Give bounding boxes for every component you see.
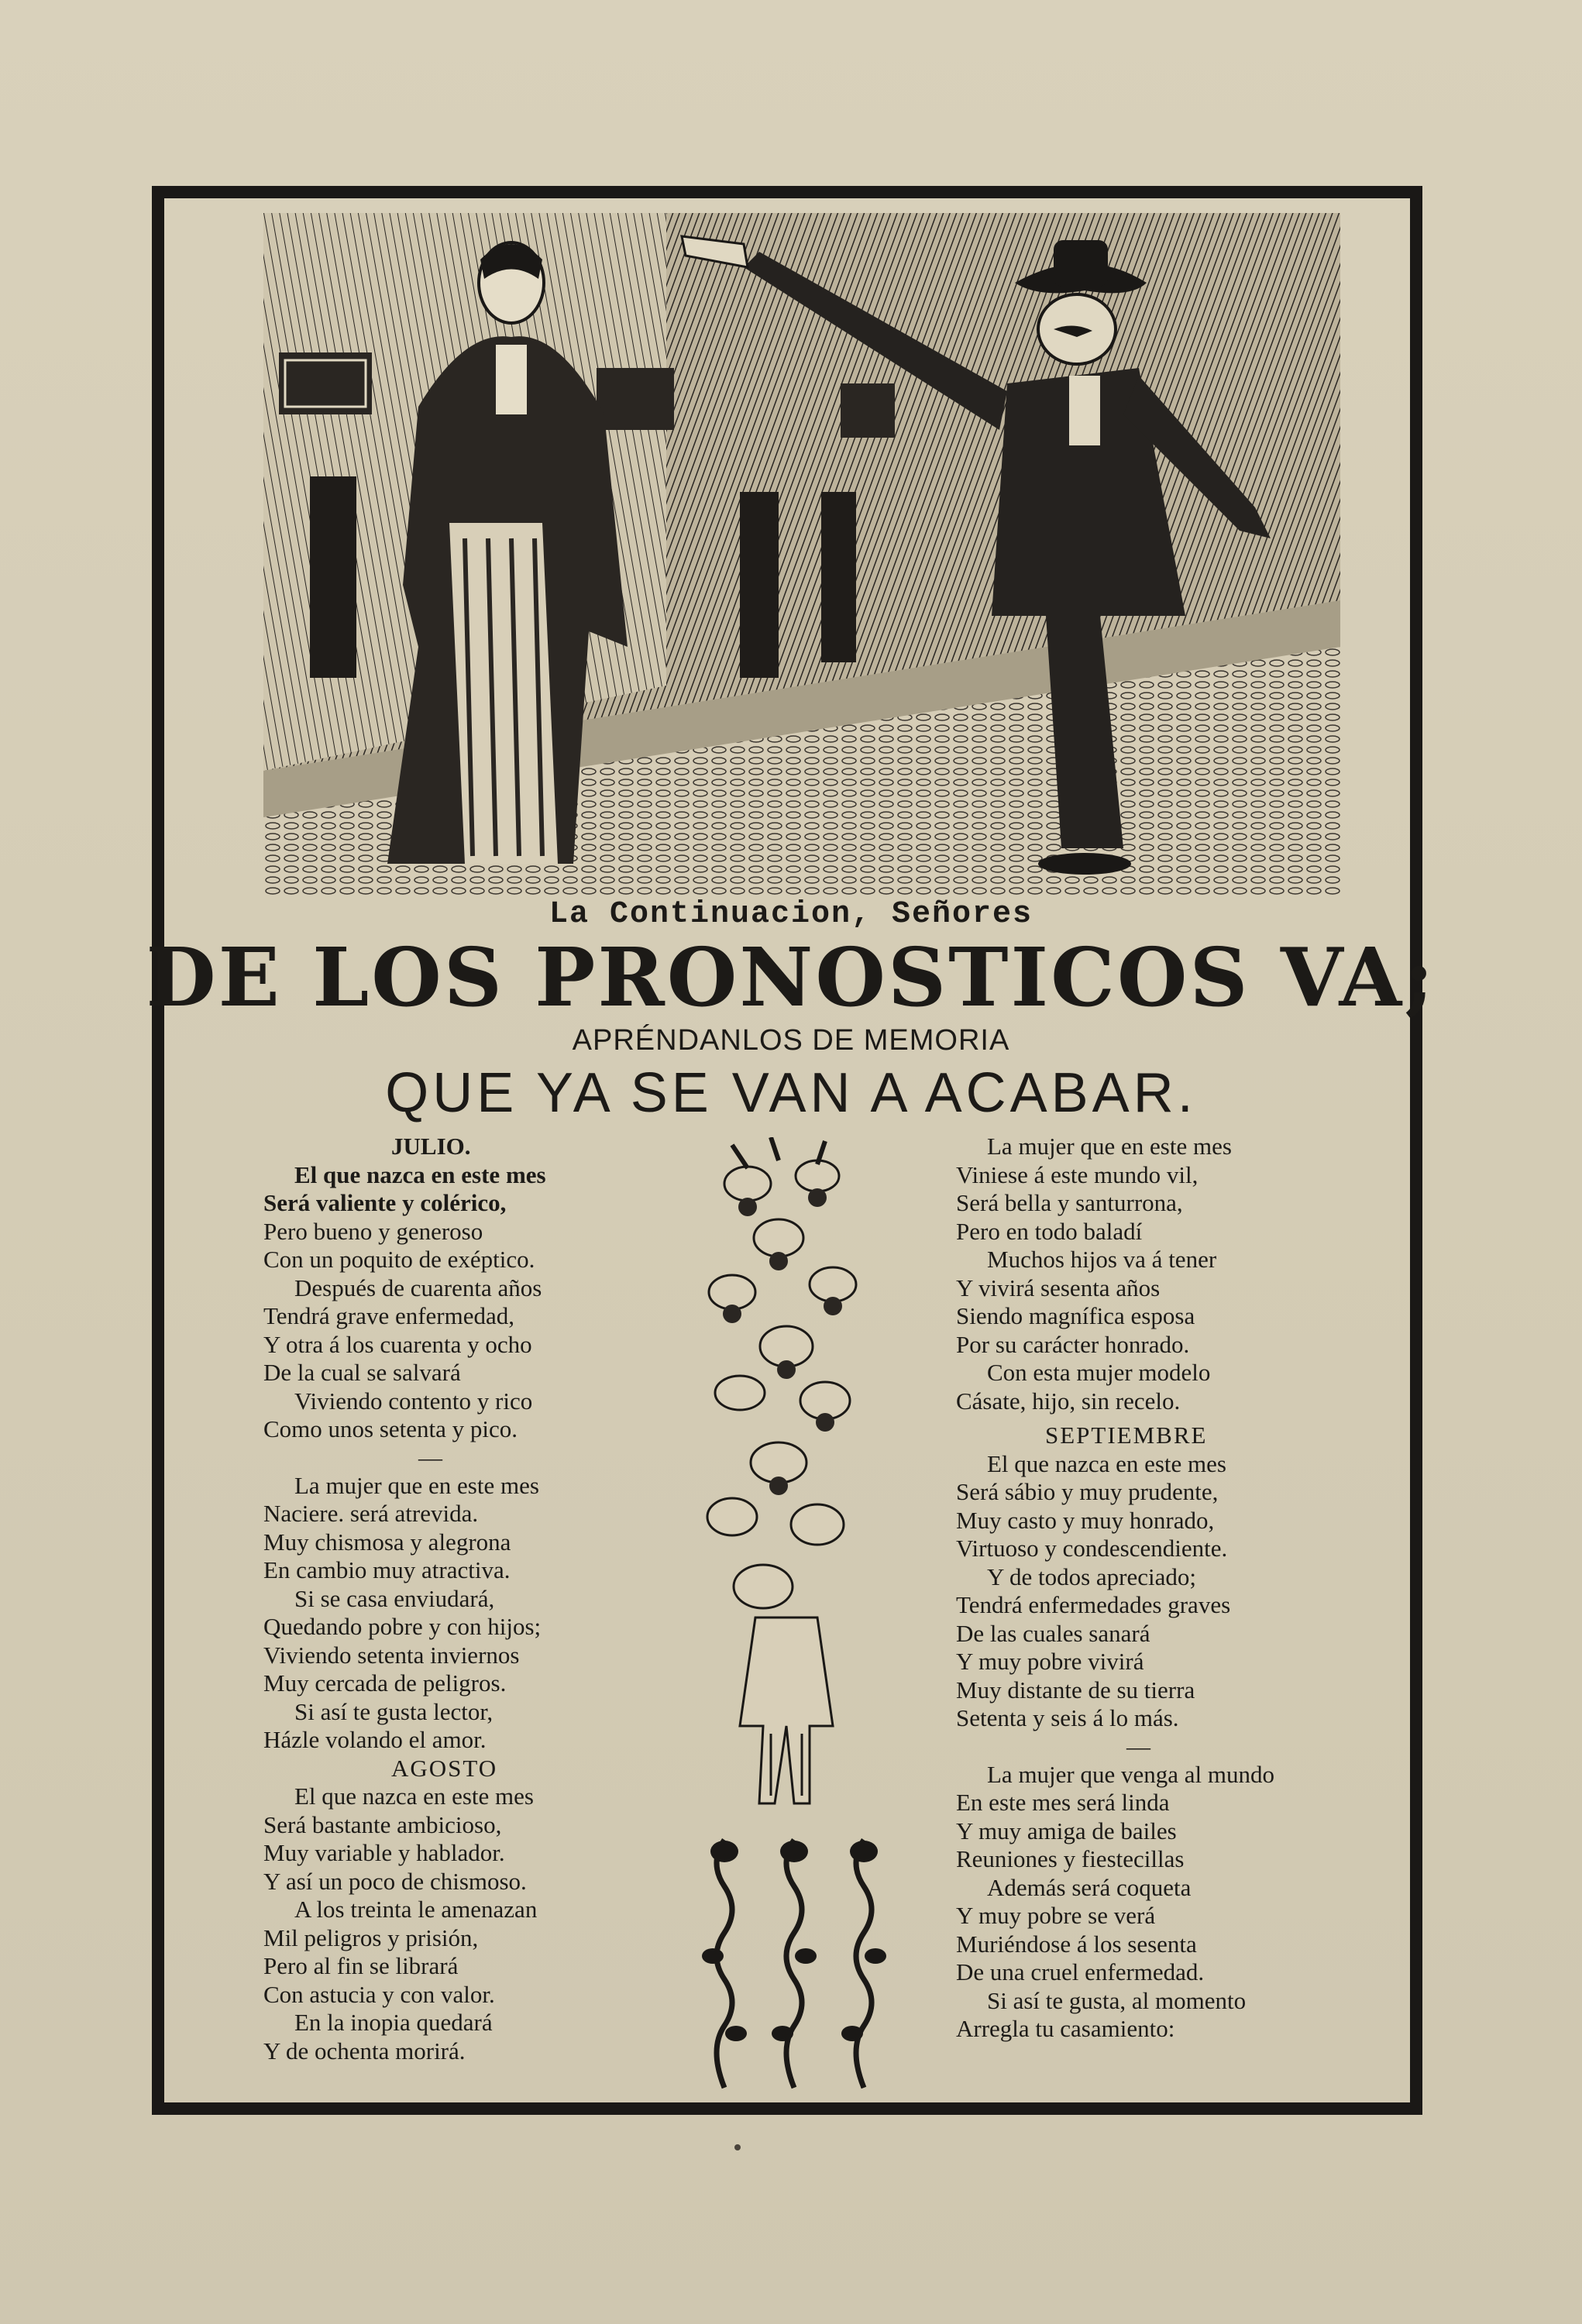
verse-line: Muchos hijos va á tener: [987, 1246, 1217, 1273]
verse-line: De las cuales sanará: [956, 1619, 1150, 1647]
verse-line: El que nazca en este mes: [987, 1449, 1226, 1477]
verse-line: Pero bueno y generoso: [263, 1217, 483, 1245]
verse-line: Por su carácter honrado.: [956, 1330, 1190, 1358]
verse-line: La mujer que venga al mundo: [987, 1760, 1275, 1788]
verse-line: Y de ochenta morirá.: [263, 2037, 466, 2064]
verse-line: Y otra á los cuarenta y ocho: [263, 1330, 532, 1358]
woodcut-illustration: [263, 213, 1340, 895]
verse-line: Y vivirá sesenta años: [956, 1274, 1161, 1301]
verse-line: Muriéndose á los sesenta: [956, 1930, 1197, 1958]
verse-line: Con astucia y con valor.: [263, 1980, 495, 2008]
verse-line: Setenta y seis á lo más.: [956, 1704, 1179, 1731]
verse-line: Mil peligros y prisión,: [263, 1923, 479, 1951]
verse-line: La mujer que en este mes: [987, 1133, 1232, 1160]
verse-line: Pero al fin se librará: [263, 1952, 459, 1979]
subtitle: APRÉNDANLOS DE MEMORIA: [572, 1024, 1010, 1057]
verse-line: Muy distante de su tierra: [956, 1676, 1195, 1703]
verse-line: Muy variable y hablador.: [263, 1839, 505, 1866]
right-column: [956, 1133, 1390, 2044]
continuation-line: La Continuacion, Señores: [549, 897, 1033, 932]
verse-line: Tendrá grave enfermedad,: [263, 1302, 515, 1329]
verse-line: En la inopia quedará: [294, 2009, 493, 2036]
main-title: DE LOS PRONOSTICOS VA;: [146, 930, 1436, 1025]
crowd-illustration: [701, 1137, 879, 1834]
verse-line: A los treinta le amenazan: [294, 1896, 538, 1923]
verse-line: Pero en todo baladí: [956, 1217, 1143, 1245]
verse-line: Con un poquito de exéptico.: [263, 1246, 535, 1273]
ink-speck: [734, 2144, 741, 2150]
verse-line: Házle volando el amor.: [263, 1726, 487, 1753]
floral-ornament: [690, 1832, 899, 2099]
verse-line: El que nazca en este mes: [294, 1783, 534, 1810]
verse-line: En cambio muy atractiva.: [263, 1556, 511, 1583]
section-divider: —: [418, 1443, 442, 1471]
verse-line: Si así te gusta, al momento: [987, 1986, 1247, 2014]
verse-line: La mujer que en este mes: [294, 1471, 539, 1499]
verse-line: En este mes será linda: [956, 1789, 1170, 1816]
verse-line: Cásate, hijo, sin recelo.: [956, 1387, 1181, 1415]
verse-line: El que nazca en este mes: [294, 1160, 546, 1188]
verse-line: Será bastante ambicioso,: [263, 1810, 502, 1838]
verse-line: Tendrá enfermedades graves: [956, 1591, 1231, 1618]
verse-line: Si así te gusta lector,: [294, 1697, 494, 1725]
verse-line: Muy chismosa y alegrona: [263, 1528, 511, 1556]
verse-line: Muy casto y muy honrado,: [956, 1506, 1215, 1534]
verse-line: Será valiente y colérico,: [263, 1189, 507, 1216]
verse-line: Como unos setenta y pico.: [263, 1415, 518, 1442]
verse-line: Y así un poco de chismoso.: [263, 1867, 527, 1895]
verse-line: Viviendo setenta inviernos: [263, 1641, 520, 1669]
verse-line: Será bella y santurrona,: [956, 1189, 1183, 1216]
verse-line: Si se casa enviudará,: [294, 1584, 495, 1612]
verse-line: De una cruel enfermedad.: [956, 1958, 1205, 1985]
section-divider: —: [1126, 1732, 1150, 1760]
verse-line: Viviendo contento y rico: [294, 1387, 533, 1415]
verse-line: Quedando pobre y con hijos;: [263, 1613, 542, 1640]
verse-line: Después de cuarenta años: [294, 1274, 542, 1301]
verse-line: Reuniones y fiestecillas: [956, 1845, 1185, 1872]
verse-line: Y muy amiga de bailes: [956, 1817, 1177, 1844]
verse-line: Arregla tu casamiento:: [956, 2015, 1175, 2042]
verse-line: Además será coqueta: [987, 1873, 1192, 1901]
verse-line: Muy cercada de peligros.: [263, 1669, 507, 1697]
verse-line: Será sábio y muy prudente,: [956, 1478, 1219, 1505]
verse-line: Naciere. será atrevida.: [263, 1500, 479, 1527]
verse-line: Y de todos apreciado;: [987, 1563, 1197, 1590]
big-title: QUE YA SE VAN A ACABAR.: [385, 1062, 1197, 1124]
verse-line: Con esta mujer modelo: [987, 1359, 1211, 1386]
verse-line: Viniese á este mundo vil,: [956, 1160, 1199, 1188]
verse-line: Y muy pobre se verá: [956, 1902, 1156, 1929]
heading-julio: JULIO.: [391, 1133, 471, 1160]
verse-line: De la cual se salvará: [263, 1359, 461, 1386]
verse-line: Virtuoso y condescendiente.: [956, 1535, 1228, 1562]
verse-line: Siendo magnífica esposa: [956, 1302, 1195, 1329]
heading-agosto: AGOSTO: [391, 1754, 498, 1782]
verse-line: Y muy pobre vivirá: [956, 1648, 1144, 1675]
left-column: [263, 1133, 713, 2065]
heading-septiembre: SEPTIEMBRE: [1045, 1422, 1208, 1449]
